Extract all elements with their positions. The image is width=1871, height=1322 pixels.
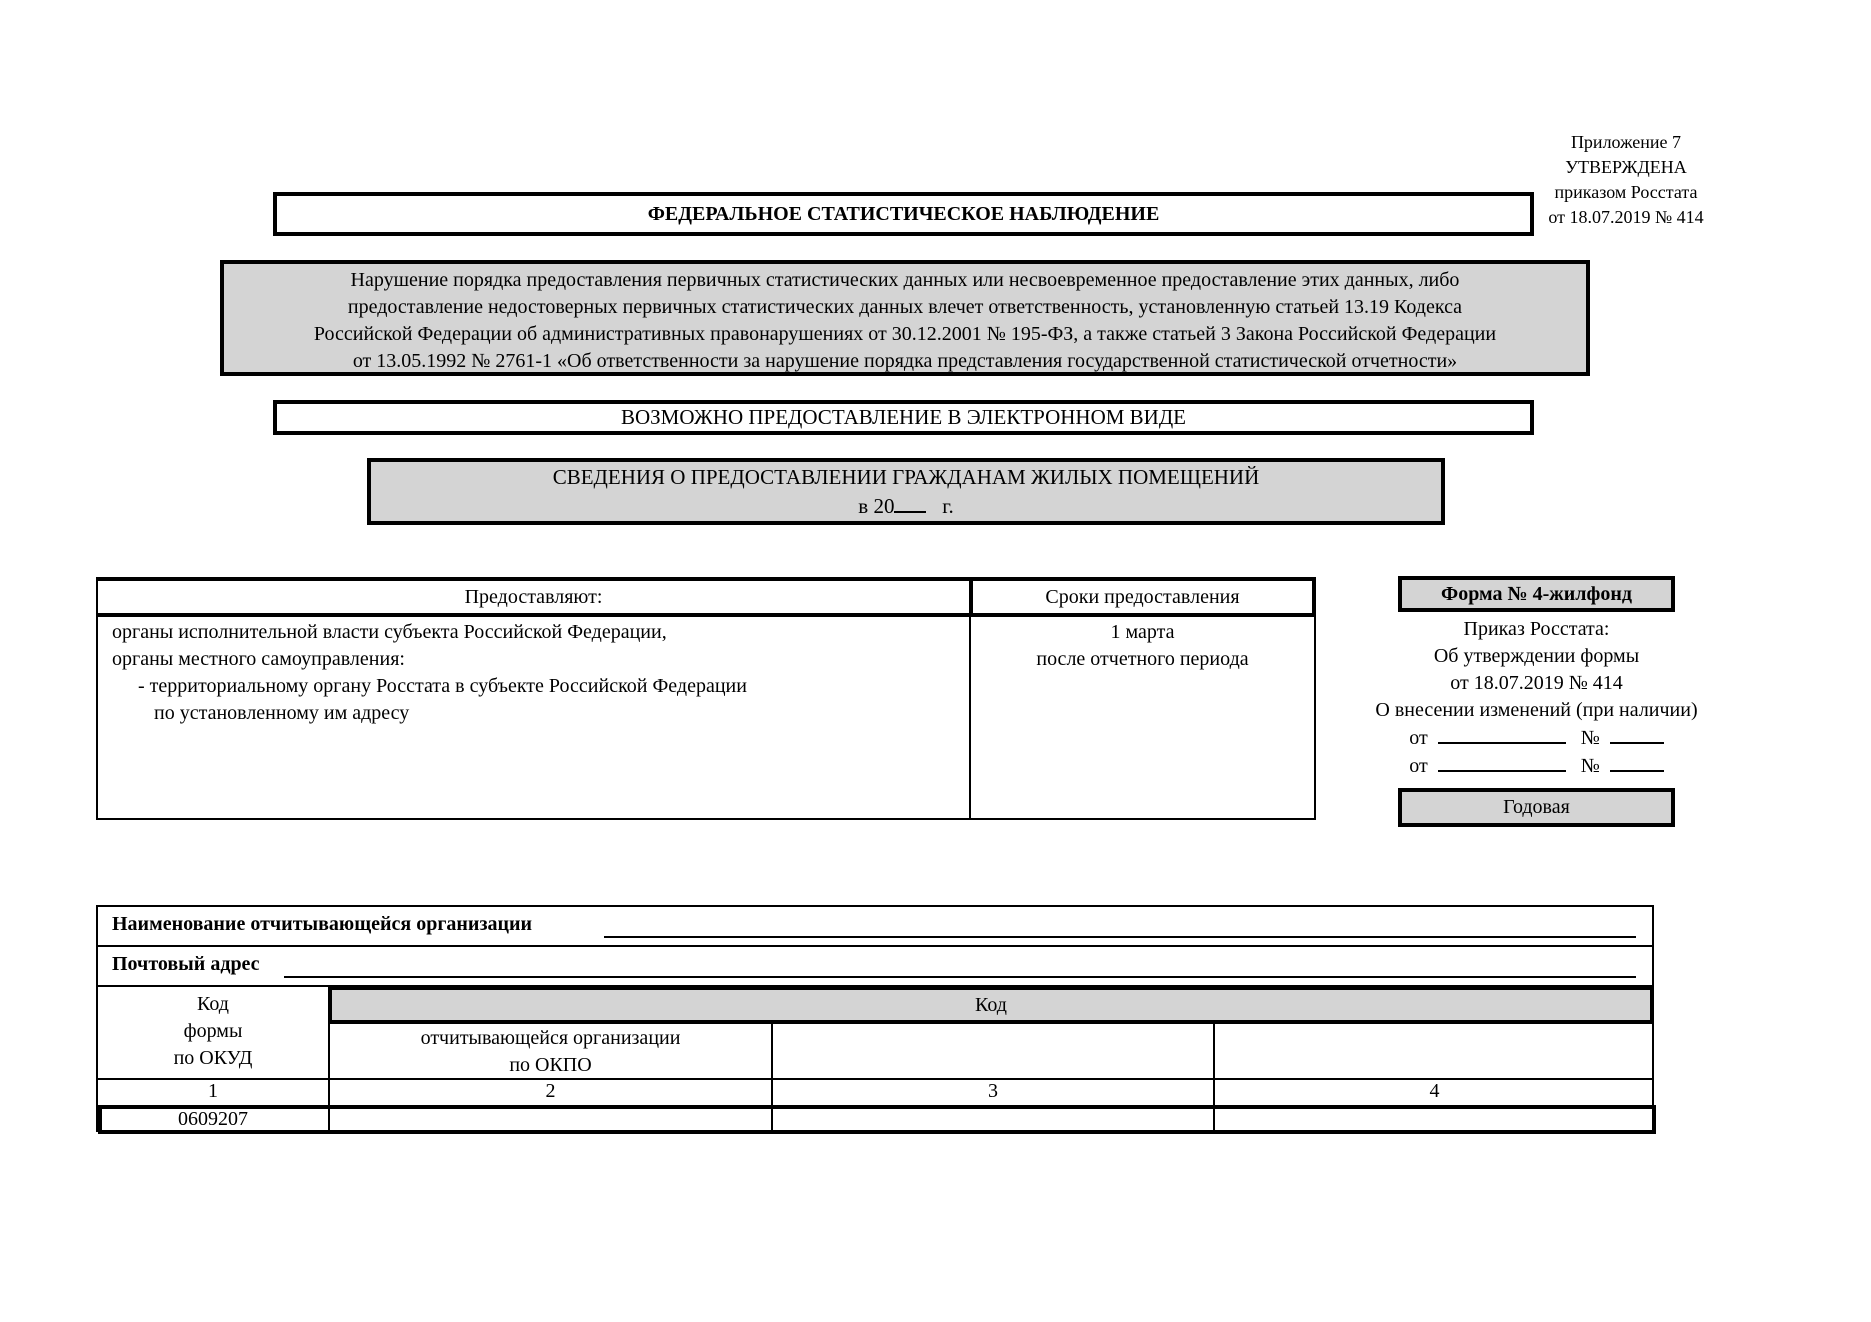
- form-number: Форма № 4-жилфонд: [1441, 582, 1632, 605]
- report-year: [371, 491, 1441, 520]
- change-number-field[interactable]: [1610, 724, 1664, 744]
- deadline-line-2: после отчетного периода: [1036, 648, 1249, 670]
- row-divider: [98, 945, 1652, 947]
- postal-address-label: Почтовый адрес: [112, 953, 260, 975]
- org-name-label: Наименование отчитывающейся организации: [112, 913, 533, 935]
- submitters-divider: [969, 579, 971, 818]
- approval-date-label: от 18.07.2019 № 414: [1450, 672, 1623, 694]
- submitters-body: [112, 619, 747, 727]
- changes-row-1: [1340, 724, 1733, 752]
- org-name-field[interactable]: [604, 936, 1636, 938]
- change-date-field[interactable]: [1438, 752, 1566, 772]
- code-field-4[interactable]: [1217, 1109, 1650, 1130]
- number-label: №: [1580, 727, 1600, 749]
- deadlines-header-label: Сроки предоставления: [1045, 585, 1240, 608]
- okud-value: 0609207: [178, 1108, 248, 1130]
- approval-appendix: Приложение 7: [1570, 132, 1682, 152]
- order-label: Приказ Росстата:: [1463, 618, 1610, 640]
- kod-header-label: Код: [975, 993, 1007, 1016]
- from-label: от: [1409, 727, 1428, 749]
- submitters-line-3: - территориальному органу Росстата в субъекте Российской Федерации: [138, 675, 747, 697]
- warning-line-2: предоставление недостоверных первичных статистических данных влечет ответственность, установленную статьей 13.19 Кодекса: [347, 296, 1463, 318]
- kod-header: [328, 986, 1654, 1024]
- warning-line-4: от 13.05.1992 № 2761-1 «Об ответственности за нарушение порядка представления государственной статистической отчетности»: [352, 350, 1458, 372]
- deadlines-header: [969, 579, 1314, 617]
- okpo-label-2: по ОКПО: [509, 1054, 592, 1076]
- form-number-box: [1398, 576, 1675, 612]
- deadlines-body: [971, 619, 1314, 673]
- number-label: №: [1580, 755, 1600, 777]
- change-date-field[interactable]: [1438, 724, 1566, 744]
- submitters-header: [98, 579, 969, 617]
- col-number-3: 3: [988, 1080, 998, 1102]
- federal-title-box: [273, 192, 1534, 236]
- approval-order: приказом Росстата: [1554, 182, 1698, 202]
- approval-approved: УТВЕРЖДЕНА: [1565, 157, 1687, 177]
- changes-label: О внесении изменений (при наличии): [1375, 699, 1698, 721]
- okpo-label-1: отчитывающейся организации: [420, 1027, 681, 1049]
- okud-label-3: по ОКУД: [173, 1047, 253, 1069]
- federal-title: ФЕДЕРАЛЬНОЕ СТАТИСТИЧЕСКОЕ НАБЛЮДЕНИЕ: [647, 202, 1160, 225]
- approval-date: от 18.07.2019 № 414: [1548, 207, 1704, 227]
- code-field-3[interactable]: [775, 1109, 1211, 1130]
- periodicity-box: [1398, 788, 1675, 827]
- col-number-1: 1: [208, 1080, 218, 1102]
- report-title: СВЕДЕНИЯ О ПРЕДОСТАВЛЕНИИ ГРАЖДАНАМ ЖИЛЫХ ПОМЕЩЕНИЙ: [552, 465, 1260, 489]
- electronic-note-box: [273, 400, 1534, 435]
- col-number-4: 4: [1429, 1080, 1440, 1102]
- change-number-field[interactable]: [1610, 752, 1664, 772]
- report-title-box: [367, 458, 1445, 525]
- okpo-value-field[interactable]: [332, 1109, 769, 1130]
- warning-box: [220, 260, 1590, 376]
- changes-row-2: [1340, 752, 1733, 780]
- submitters-line-4: по установленному им адресу: [154, 702, 410, 724]
- submitters-line-2: органы местного самоуправления:: [112, 648, 405, 670]
- year-input-field[interactable]: [894, 491, 926, 513]
- submitters-table: [96, 577, 1316, 820]
- submitters-line-1: органы исполнительной власти субъекта Российской Федерации,: [112, 621, 667, 643]
- warning-line-1: Нарушение порядка предоставления первичных статистических данных или несвоевременное предоставление этих данных, либо: [350, 269, 1460, 291]
- year-prefix: в 20: [858, 494, 895, 518]
- approval-label: Об утверждении формы: [1433, 645, 1640, 667]
- form-info-block: [1340, 616, 1733, 780]
- okpo-header: [330, 1025, 771, 1079]
- organization-table: [96, 905, 1654, 1132]
- col-number-2: 2: [545, 1080, 556, 1102]
- okud-header: [98, 991, 328, 1072]
- approval-block: [1506, 130, 1746, 230]
- postal-address-field[interactable]: [284, 976, 1636, 978]
- okud-label-1: Код: [197, 993, 229, 1015]
- warning-line-3: Российской Федерации об административных правонарушениях от 30.12.2001 № 195-ФЗ, а также статьей 3 Закона Российской Федерации: [313, 323, 1497, 345]
- from-label: от: [1409, 755, 1428, 777]
- year-suffix: г.: [942, 494, 954, 518]
- okud-label-2: формы: [183, 1020, 243, 1042]
- submitters-header-label: Предоставляют:: [464, 585, 603, 608]
- periodicity: Годовая: [1503, 796, 1570, 818]
- electronic-note: ВОЗМОЖНО ПРЕДОСТАВЛЕНИЕ В ЭЛЕКТРОННОМ ВИДЕ: [620, 405, 1186, 429]
- deadline-line-1: 1 марта: [1110, 621, 1175, 643]
